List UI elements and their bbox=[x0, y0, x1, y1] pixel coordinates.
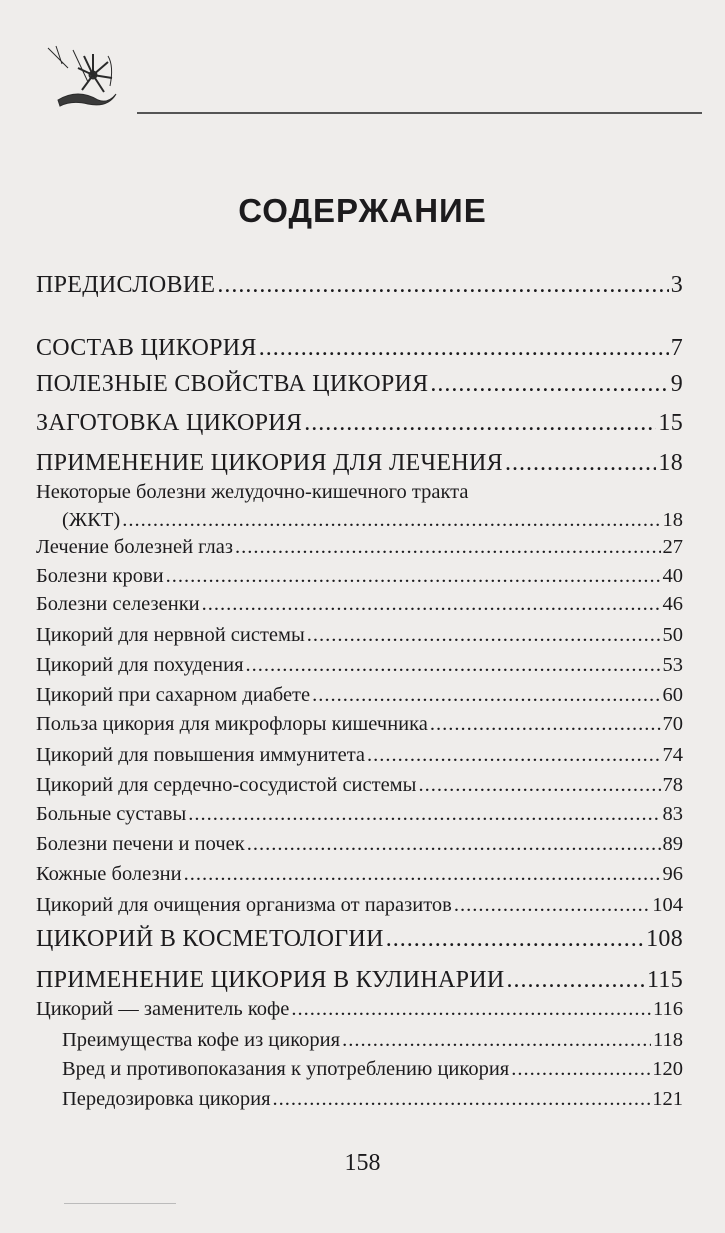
toc-entry-page: 40 bbox=[662, 565, 683, 587]
toc-entry[interactable] bbox=[36, 371, 683, 398]
toc-entry-title: СОСТАВ ЦИКОРИЯ bbox=[36, 335, 257, 361]
toc-entry[interactable] bbox=[62, 509, 683, 532]
dot-leader bbox=[247, 833, 661, 856]
toc-entry-title: Польза цикория для микрофлоры кишечника bbox=[36, 713, 428, 735]
dot-leader bbox=[307, 624, 661, 647]
dot-leader bbox=[312, 684, 660, 707]
dot-leader bbox=[430, 713, 661, 736]
dot-leader bbox=[166, 565, 661, 588]
toc-entry[interactable] bbox=[62, 1088, 683, 1111]
toc-entry[interactable] bbox=[36, 536, 683, 559]
toc-entry-page: 3 bbox=[670, 272, 683, 298]
toc-entry[interactable] bbox=[62, 1029, 683, 1052]
toc-entry-title: ПРИМЕНЕНИЕ ЦИКОРИЯ ДЛЯ ЛЕЧЕНИЯ bbox=[36, 450, 503, 476]
toc-entry[interactable] bbox=[36, 926, 683, 953]
toc-entry[interactable] bbox=[36, 894, 683, 917]
toc-entry-page: 27 bbox=[662, 536, 683, 558]
toc-entry-page: 7 bbox=[670, 335, 683, 361]
toc-entry-title: Цикорий — заменитель кофе bbox=[36, 998, 290, 1020]
toc-entry-title: Преимущества кофе из цикория bbox=[62, 1029, 341, 1051]
dot-leader bbox=[342, 1029, 651, 1052]
toc-entry[interactable] bbox=[36, 803, 683, 826]
dot-leader bbox=[386, 926, 644, 953]
toc-entry[interactable] bbox=[36, 713, 683, 736]
toc-entry-title: Цикорий для нервной системы bbox=[36, 624, 305, 646]
toc-entry-page: 18 bbox=[658, 450, 683, 476]
header-rule bbox=[137, 112, 702, 114]
toc-entry-page: 9 bbox=[670, 371, 683, 397]
toc-entry[interactable] bbox=[36, 744, 683, 767]
toc-entry-page: 78 bbox=[662, 774, 683, 796]
toc-entry-title: Цикорий при сахарном диабете bbox=[36, 684, 311, 706]
toc-entry-title: Болезни селезенки bbox=[36, 593, 200, 615]
toc-entry-page: 46 bbox=[662, 593, 683, 615]
toc-entry[interactable] bbox=[36, 565, 683, 588]
toc-entry[interactable] bbox=[36, 593, 683, 616]
page-number: 158 bbox=[344, 1150, 381, 1176]
dot-leader bbox=[511, 1058, 650, 1081]
toc-entry[interactable] bbox=[36, 998, 683, 1021]
dot-leader bbox=[367, 744, 660, 767]
toc-entry-page: 70 bbox=[662, 713, 683, 735]
toc-entry-title: Болезни печени и почек bbox=[36, 833, 245, 855]
chicory-flower-ornament-icon bbox=[38, 42, 128, 112]
toc-entry-page: 115 bbox=[646, 967, 683, 993]
toc-entry[interactable] bbox=[36, 967, 683, 994]
toc-entry-title: ЗАГОТОВКА ЦИКОРИЯ bbox=[36, 410, 303, 436]
dot-leader bbox=[291, 998, 651, 1021]
toc-entry-page: 15 bbox=[658, 410, 683, 436]
toc-entry-page: 96 bbox=[662, 863, 683, 885]
dot-leader bbox=[188, 803, 660, 826]
toc-entry[interactable] bbox=[36, 863, 683, 886]
footer-rule bbox=[64, 1203, 176, 1204]
dot-leader bbox=[507, 967, 645, 994]
dot-leader bbox=[304, 410, 656, 437]
dot-leader bbox=[122, 509, 660, 532]
toc-entry-title: Цикорий для похудения bbox=[36, 654, 244, 676]
toc-entry-title: ПРИМЕНЕНИЕ ЦИКОРИЯ В КУЛИНАРИИ bbox=[36, 967, 505, 993]
toc-entry-title: ПРЕДИСЛОВИЕ bbox=[36, 272, 216, 298]
toc-entry-title: Больные суставы bbox=[36, 803, 187, 825]
page-title: СОДЕРЖАНИЕ bbox=[238, 192, 487, 229]
dot-leader bbox=[184, 863, 661, 886]
toc-entry-title: Цикорий для очищения организма от паразитов bbox=[36, 894, 452, 916]
toc-entry-page: 120 bbox=[652, 1058, 683, 1080]
toc-entry-page: 121 bbox=[652, 1088, 683, 1110]
toc-entry-title: Некоторые болезни желудочно-кишечного тракта bbox=[36, 481, 469, 503]
toc-entry[interactable] bbox=[36, 684, 683, 707]
toc-entry[interactable] bbox=[36, 654, 683, 677]
dot-leader bbox=[418, 774, 660, 797]
toc-entry-page: 118 bbox=[653, 1029, 683, 1051]
toc-entry-page: 83 bbox=[662, 803, 683, 825]
toc-entry-title: Кожные болезни bbox=[36, 863, 182, 885]
dot-leader bbox=[259, 335, 669, 362]
dot-leader bbox=[430, 371, 668, 398]
dot-leader bbox=[273, 1088, 651, 1111]
dot-leader bbox=[235, 536, 661, 559]
toc-entry-title: ЦИКОРИЙ В КОСМЕТОЛОГИИ bbox=[36, 926, 384, 952]
toc-entry[interactable] bbox=[62, 1058, 683, 1081]
toc-entry-page: 50 bbox=[662, 624, 683, 646]
toc-entry-page: 116 bbox=[653, 998, 683, 1020]
toc-entry-title: Цикорий для сердечно-сосудистой системы bbox=[36, 774, 417, 796]
toc-entry[interactable] bbox=[36, 833, 683, 856]
toc-entry[interactable] bbox=[36, 335, 683, 362]
dot-leader bbox=[246, 654, 661, 677]
dot-leader bbox=[505, 450, 656, 477]
toc-entry-first-line bbox=[36, 481, 683, 504]
toc-entry-page: 53 bbox=[662, 654, 683, 676]
toc-entry-page: 108 bbox=[646, 926, 683, 952]
toc-entry-title: ПОЛЕЗНЫЕ СВОЙСТВА ЦИКОРИЯ bbox=[36, 371, 429, 397]
dot-leader bbox=[217, 272, 668, 299]
dot-leader bbox=[454, 894, 650, 917]
toc-entry-page: 89 bbox=[662, 833, 683, 855]
toc-entry-title: Болезни крови bbox=[36, 565, 164, 587]
toc-entry-page: 60 bbox=[662, 684, 683, 706]
dot-leader bbox=[202, 593, 661, 616]
toc-entry[interactable] bbox=[36, 450, 683, 477]
toc-entry-title: Лечение болезней глаз bbox=[36, 536, 233, 558]
toc-entry-title: Цикорий для повышения иммунитета bbox=[36, 744, 366, 766]
toc-entry[interactable] bbox=[36, 774, 683, 797]
toc-entry[interactable] bbox=[36, 624, 683, 647]
toc-entry-title: Передозировка цикория bbox=[62, 1088, 271, 1110]
toc-entry-page: 74 bbox=[662, 744, 683, 766]
toc-entry-title: Вред и противопоказания к употреблению цикория bbox=[62, 1058, 510, 1080]
toc-entry-page: 18 bbox=[662, 509, 683, 531]
toc-entry-title: (ЖКТ) bbox=[62, 509, 121, 531]
toc-entry-page: 104 bbox=[652, 894, 683, 916]
toc-entry[interactable] bbox=[36, 272, 683, 299]
toc-entry[interactable] bbox=[36, 410, 683, 437]
